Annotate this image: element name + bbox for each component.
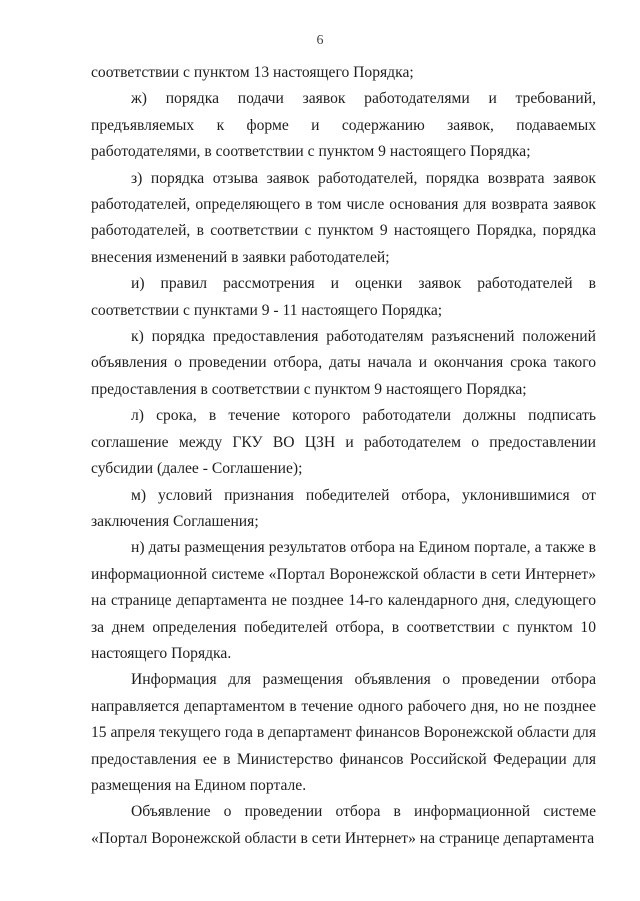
document-body — [91, 60, 596, 852]
page-number: 6 — [316, 33, 324, 48]
paragraph-item-l: л) срока, в течение которого работодатели должны подписать соглашение между ГКУ ВО ЦЗН и работодателем о предоставлении субсидии (далее - Соглашение); — [91, 407, 596, 478]
paragraph-item-k: к) порядка предоставления работодателям разъяснений положений объявления о проведении отбора, даты начала и окончания срока такого предоставления в соответствии с пунктом 9 настоящего Порядка; — [91, 328, 596, 398]
paragraph-item-m: м) условий признания победителей отбора, уклонившимися от заключения Соглашения; — [91, 486, 596, 530]
paragraph-announcement: Объявление о проведении отбора в информационной системе «Портал Воронежской области в сети Интернет» на странице департамента — [91, 803, 596, 847]
paragraph-item-i: и) правил рассмотрения и оценки заявок работодателей в соответствии с пунктами 9 - 11 настоящего Порядка; — [91, 275, 596, 319]
paragraph-continuation: соответствии с пунктом 13 настоящего Порядка; — [91, 64, 414, 81]
paragraph-item-n: н) даты размещения результатов отбора на Едином портале, а также в информационной системе «Портал Воронежской области в сети Интернет» на странице департамента не позднее 14-го календарного дня, следующего за днем определения победителей отбора, в соответствии с пунктом 10 настоящего Порядка. — [91, 539, 596, 662]
paragraph-item-z: з) порядка отзыва заявок работодателей, порядка возврата заявок работодателей, определяющего в том числе основания для возврата заявок работодателей, в соответствии с пунктом 9 настоящего Порядка, порядка внесения изменений в заявки работодателей; — [91, 169, 596, 266]
paragraph-information: Информация для размещения объявления о проведении отбора направляется департаментом в течение одного рабочего дня, но не позднее 15 апреля текущего года в департамент финансов Воронежской области для предоставления ее в Министерство финансов Российской Федерации для размещения на Едином портале. — [91, 671, 596, 794]
paragraph-item-zh: ж) порядка подачи заявок работодателями и требований, предъявляемых к форме и содержанию заявок, подаваемых работодателями, в соответствии с пунктом 9 настоящего Порядка; — [91, 90, 596, 161]
